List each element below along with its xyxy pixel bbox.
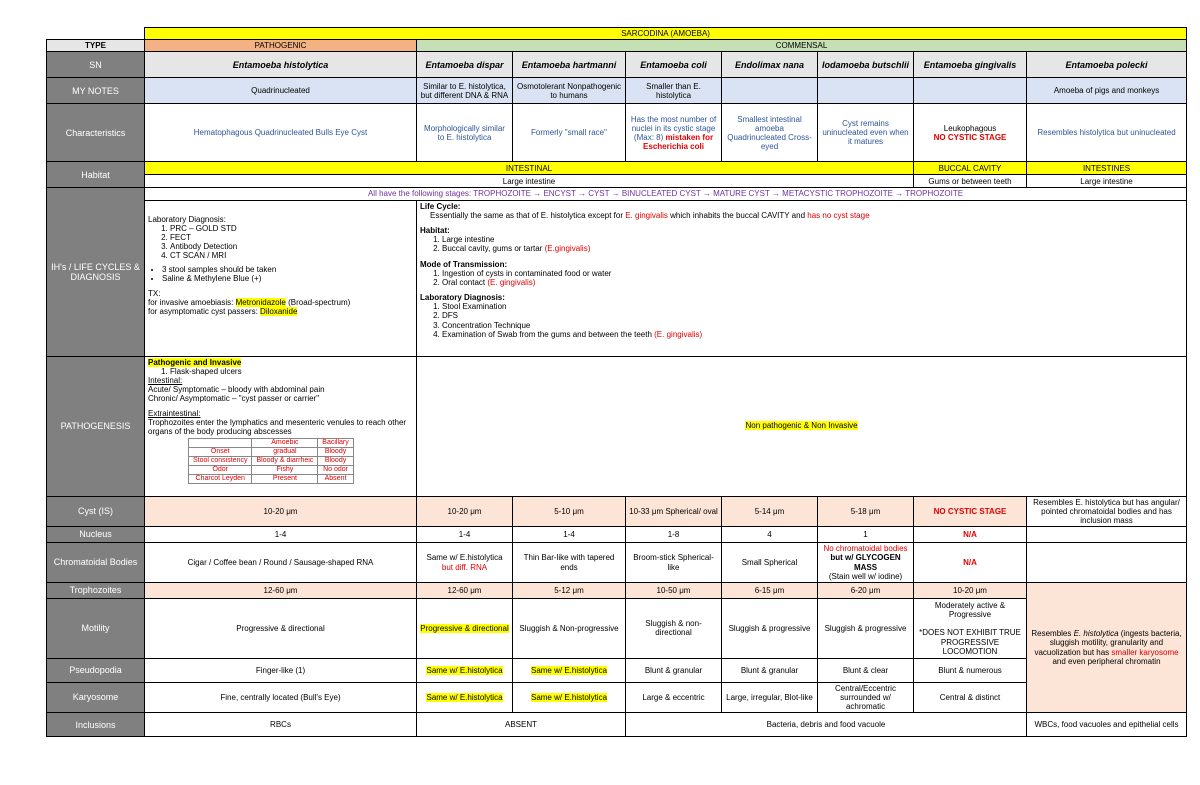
char-cell: Leukophagous NO CYSTIC STAGE xyxy=(914,104,1027,162)
pseudo-cell: Same w/ E.histolytica xyxy=(417,658,513,682)
troph-cell: 6-20 μm xyxy=(818,582,914,598)
trophozoites-label: Trophozoites xyxy=(47,582,145,598)
troph-cell: 10-20 μm xyxy=(914,582,1027,598)
pseudopodia-label: Pseudopodia xyxy=(47,658,145,682)
troph-cell: 12-60 μm xyxy=(417,582,513,598)
pseudo-cell: Finger-like (1) xyxy=(145,658,417,682)
species-gingivalis: Entamoeba gingivalis xyxy=(914,52,1027,78)
cyst-cell: 10-20 μm xyxy=(417,496,513,527)
karyo-cell: Same w/ E.histolytica xyxy=(417,682,513,713)
nucleus-cell: N/A xyxy=(914,527,1027,543)
nucleus-cell: 1-4 xyxy=(417,527,513,543)
habitat-large-intestine: Large intestine xyxy=(145,175,914,188)
nucleus-cell: 1 xyxy=(818,527,914,543)
pathogenic-header: PATHOGENIC xyxy=(145,40,417,52)
notes-label: MY NOTES xyxy=(47,78,145,104)
karyo-cell: Large, irregular, Blot-like xyxy=(722,682,818,713)
char-cell: Has the most number of nuclei in its cystic stage (Max: 8) mistaken for Escherichia coli xyxy=(626,104,722,162)
motility-cell: Sluggish & progressive xyxy=(818,598,914,658)
non-pathogenic-cell: Non pathogenic & Non Invasive xyxy=(417,356,1187,496)
char-cell: Cyst remains uninucleated even when it matures xyxy=(818,104,914,162)
pseudo-cell: Same w/ E.histolytica xyxy=(513,658,626,682)
motility-cell: Progressive & directional xyxy=(145,598,417,658)
pathogenesis-cell: Pathogenic and Invasive 1. Flask-shaped ulcers Intestinal: Acute/ Symptomatic – bloody with abdominal pain Chronic/ Asymptomatic – "cyst passer or carrier" Extraintestinal: Trophozoites enter the lymphatics and mesenteric venules to reach other organs of the body producing abscesses Amoebic Bacillary Onset gradual Bloody Stool consistency Bloody & diarrheic Bloody Odor Fishy No odor Charcot Leyden Present Absent xyxy=(145,356,417,496)
char-cell: Formerly "small race" xyxy=(513,104,626,162)
incl-cell: WBCs, food vacuoles and epithelial cells xyxy=(1027,713,1187,737)
karyosome-label: Karyosome xyxy=(47,682,145,713)
char-cell: Smallest intestinal amoeba Quadrinucleated Cross-eyed xyxy=(722,104,818,162)
troph-cell: 10-50 μm xyxy=(626,582,722,598)
motility-cell: Moderately active & Progressive *DOES NOT EXHIBIT TRUE PROGRESSIVE LOCOMOTION xyxy=(914,598,1027,658)
note-cell: Osmotolerant Nonpathogenic to humans xyxy=(513,78,626,104)
note-cell xyxy=(722,78,818,104)
motility-cell: Sluggish & Non-progressive xyxy=(513,598,626,658)
cyst-cell: NO CYSTIC STAGE xyxy=(914,496,1027,527)
chrom-cell: Cigar / Coffee bean / Round / Sausage-shaped RNA xyxy=(145,543,417,583)
troph-cell: 12-60 μm xyxy=(145,582,417,598)
troph-cell: 5-12 μm xyxy=(513,582,626,598)
karyo-cell: Large & eccentric xyxy=(626,682,722,713)
troph-polecki-cell: Resembles E. histolytica (ingests bacteria, sluggish motility, granularity and vacuolization but has smaller karyosome and even peripheral chromatin xyxy=(1027,582,1187,713)
nucleus-cell: 1-8 xyxy=(626,527,722,543)
pseudo-cell: Blunt & clear xyxy=(818,658,914,682)
note-cell xyxy=(818,78,914,104)
cyst-cell: 5-10 μm xyxy=(513,496,626,527)
habitat-label: Habitat xyxy=(47,162,145,188)
chromatoidal-label: Chromatoidal Bodies xyxy=(47,543,145,583)
karyo-cell: Central & distinct xyxy=(914,682,1027,713)
species-nana: Endolimax nana xyxy=(722,52,818,78)
chrom-cell: N/A xyxy=(914,543,1027,583)
karyo-cell: Same w/ E.histolytica xyxy=(513,682,626,713)
cyst-cell: 10-33 μm Spherical/ oval xyxy=(626,496,722,527)
motility-cell: Sluggish & non-directional xyxy=(626,598,722,658)
incl-cell: Bacteria, debris and food vacuole xyxy=(626,713,1027,737)
species-polecki: Entamoeba polecki xyxy=(1027,52,1187,78)
dysentery-comparison-table: Amoebic Bacillary Onset gradual Bloody Stool consistency Bloody & diarrheic Bloody Odor Fishy No odor Charcot Leyden Present Absent xyxy=(188,438,354,484)
habitat-gums: Gums or between teeth xyxy=(914,175,1027,188)
cyst-cell: 10-20 μm xyxy=(145,496,417,527)
cyst-cell: 5-14 μm xyxy=(722,496,818,527)
note-cell: Amoeba of pigs and monkeys xyxy=(1027,78,1187,104)
type-label: TYPE xyxy=(47,40,145,52)
karyo-cell: Central/Eccentric surrounded w/ achromatic xyxy=(818,682,914,713)
habitat-intestinal: INTESTINAL xyxy=(145,162,914,175)
cyst-cell: 5-18 μm xyxy=(818,496,914,527)
nucleus-label: Nucleus xyxy=(47,527,145,543)
life-cycles-label: IH's / LIFE CYCLES & DIAGNOSIS xyxy=(47,188,145,356)
habitat-intestines: INTESTINES xyxy=(1027,162,1187,175)
note-cell: Quadrinucleated xyxy=(145,78,417,104)
note-cell: Smaller than E. histolytica xyxy=(626,78,722,104)
nucleus-cell: 4 xyxy=(722,527,818,543)
chrom-cell: Broom-stick Spherical-like xyxy=(626,543,722,583)
char-cell: Resembles histolytica but uninucleated xyxy=(1027,104,1187,162)
char-cell: Morphologically similar to E. histolytica xyxy=(417,104,513,162)
note-cell: Similar to E. histolytica, but different DNA & RNA xyxy=(417,78,513,104)
life-cycle-cell: Life Cycle: Essentially the same as that of E. histolytica except for E. gingivalis which inhabits the buccal CAVITY and has no cyst stage Habitat: 1. Large intestine 2. Buccal cavity, gums or tartar (E.gingivalis) Mode of Transmission: 1. Ingestion of cysts in contaminated food or water 2. Oral contact (E. gingivalis) Laboratory Diagnosis: 1. Stool Examination 2. DFS 3. Concentration Technique 4. Examination of Swab from the gums and between the teeth (E. gingivalis) xyxy=(417,200,1187,356)
troph-cell: 6-15 μm xyxy=(722,582,818,598)
amoeba-table xyxy=(46,27,1187,737)
motility-label: Motility xyxy=(47,598,145,658)
char-cell: Hematophagous Quadrinucleated Bulls Eye Cyst xyxy=(145,104,417,162)
group-header: SARCODINA (AMOEBA) xyxy=(145,28,1187,40)
species-histolytica: Entamoeba histolytica xyxy=(145,52,417,78)
karyo-cell: Fine, centrally located (Bull's Eye) xyxy=(145,682,417,713)
nucleus-cell: 1-4 xyxy=(145,527,417,543)
chrom-cell: Thin Bar-like with tapered ends xyxy=(513,543,626,583)
pseudo-cell: Blunt & granular xyxy=(626,658,722,682)
commensal-header: COMMENSAL xyxy=(417,40,1187,52)
nucleus-cell: 1-4 xyxy=(513,527,626,543)
species-butschlii: Iodamoeba butschlii xyxy=(818,52,914,78)
pseudo-cell: Blunt & granular xyxy=(722,658,818,682)
chrom-cell: Same w/ E.histolytica but diff. RNA xyxy=(417,543,513,583)
species-hartmanni: Entamoeba hartmanni xyxy=(513,52,626,78)
habitat-large-intestine-2: Large intestine xyxy=(1027,175,1187,188)
motility-cell: Progressive & directional xyxy=(417,598,513,658)
cyst-label: Cyst (IS) xyxy=(47,496,145,527)
pathogenesis-label: PATHOGENESIS xyxy=(47,356,145,496)
sn-label: SN xyxy=(47,52,145,78)
incl-cell: ABSENT xyxy=(417,713,626,737)
incl-cell: RBCs xyxy=(145,713,417,737)
chrom-cell: No chromatoidal bodies but w/ GLYCOGEN MASS (Stain well w/ iodine) xyxy=(818,543,914,583)
chrom-cell: Small Spherical xyxy=(722,543,818,583)
characteristics-label: Characteristics xyxy=(47,104,145,162)
cyst-cell-polecki: Resembles E. histolytica but has angular/ pointed chromatoidal bodies and has inclusion mass xyxy=(1027,496,1187,527)
species-coli: Entamoeba coli xyxy=(626,52,722,78)
lab-diagnosis-cell: Laboratory Diagnosis: 1. PRC – GOLD STD 2. FECT 3. Antibody Detection 4. CT SCAN / MRI • 3 stool samples should be taken • Saline & Methylene Blue (+) TX: for invasive amoebiasis: Metronidazole (Broad-spectrum) for asymptomatic cyst passers: Diloxanide xyxy=(145,200,417,356)
inclusions-label: Inclusions xyxy=(47,713,145,737)
note-cell xyxy=(914,78,1027,104)
species-dispar: Entamoeba dispar xyxy=(417,52,513,78)
motility-cell: Sluggish & progressive xyxy=(722,598,818,658)
stages-line: All have the following stages: TROPHOZOITE → ENCYST → CYST → BINUCLEATED CYST → MATURE CYST → METACYSTIC TROPHOZOITE → TROPHOZOITE xyxy=(145,188,1187,200)
habitat-buccal: BUCCAL CAVITY xyxy=(914,162,1027,175)
pseudo-cell: Blunt & numerous xyxy=(914,658,1027,682)
